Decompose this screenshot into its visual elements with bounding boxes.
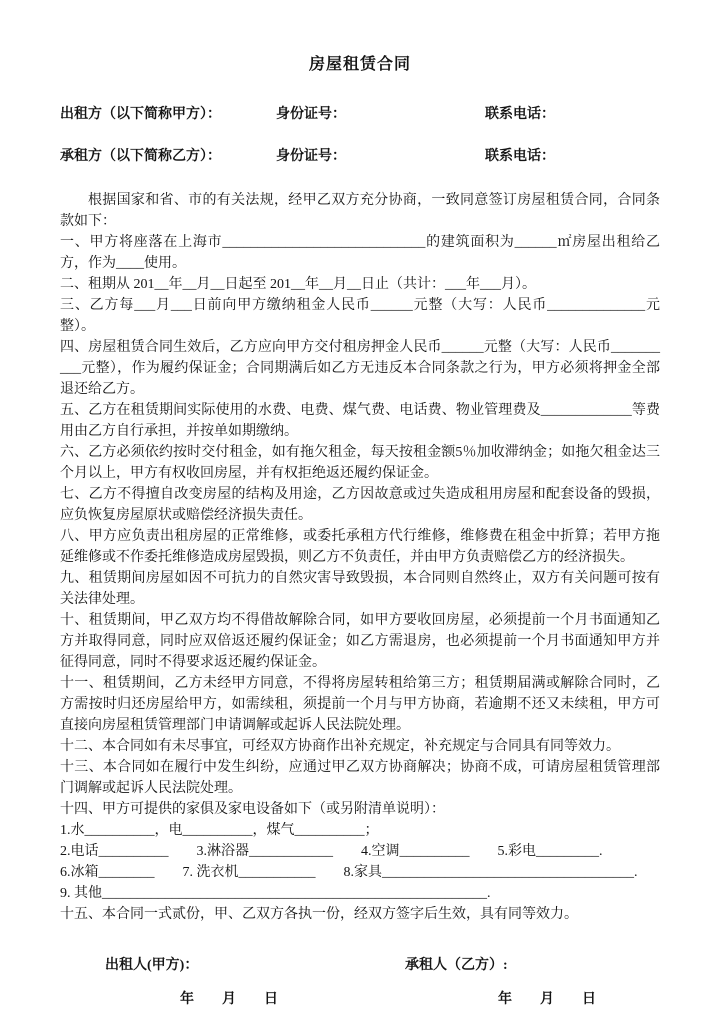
lessee-signature-label: 承租人（乙方）:: [405, 958, 508, 973]
clause-13: 十三、本合同如在履行中发生纠纷，应通过甲乙双方协商解决；协商不成，可请房屋租赁管理部门调解或起诉人民法院处理。: [60, 760, 660, 796]
clause-9: 九、租赁期间房屋如因不可抗力的自然灾害导致毁损，本合同则自然终止，双方有关问题可按有关法律处理。: [60, 571, 660, 607]
clause-5: 五、乙方在租赁期间实际使用的水费、电费、煤气费、电话费、物业管理费及_____________等费用由乙方自行承担，并按单如期缴纳。: [60, 403, 660, 439]
clause-10: 十、租赁期间，甲乙双方均不得借故解除合同，如甲方要收回房屋，必须提前一个月书面通知乙方并取得同意，同时应双倍返还履约保证金；如乙方需退房，也必须提前一个月书面通知甲方并征得同意，同时不得要求返还履约保证金。: [60, 613, 660, 670]
signature-dates-row: [60, 989, 660, 1010]
contract-body: [60, 190, 660, 925]
lessor-id-label: 身份证号：: [276, 107, 346, 122]
lessor-signature-label: 出租人(甲方)：: [105, 958, 199, 973]
appliance-row-2: 2.电话__________ 3.淋浴器____________ 4.空调__________ 5.彩电_________.: [60, 844, 603, 859]
lessee-date-line: 年 月 日: [498, 992, 596, 1007]
clause-1: 一、甲方将座落在上海市_____________________________的建筑面积为______㎡房屋出租给乙方，作为____使用。: [60, 235, 660, 271]
lessor-row: [60, 106, 660, 124]
clause-15: 十五、本合同一式贰份，甲、乙双方各执一份，经双方签字后生效，具有同等效力。: [60, 907, 578, 922]
clause-12: 十二、本合同如有未尽事宜，可经双方协商作出补充规定，补充规定与合同具有同等效力。: [60, 739, 620, 754]
clause-3: 三、乙方每___月___日前向甲方缴纳租金人民币______元整（大写：人民币______________元整）。: [60, 298, 660, 334]
intro-paragraph: 根据国家和省、市的有关法规，经甲乙双方充分协商，一致同意签订房屋租赁合同，合同条款如下：: [60, 193, 660, 229]
lessee-row: [60, 148, 660, 166]
clause-14: 十四、甲方可提供的家俱及家电设备如下（或另附清单说明）：: [60, 802, 445, 817]
appliance-row-3: 6.冰箱________ 7. 洗衣机___________ 8.家具____________________________________.: [60, 865, 638, 880]
lessor-phone-label: 联系电话：: [485, 107, 555, 122]
lessee-phone-label: 联系电话：: [485, 149, 555, 164]
lessee-role-label: 承租方（以下简称乙方）：: [60, 149, 221, 164]
lessor-date-line: 年 月 日: [180, 992, 278, 1007]
clause-11: 十一、租赁期间，乙方未经甲方同意，不得将房屋转租给第三方；租赁期届满或解除合同时，乙方需按时归还房屋给甲方，如需续租，须提前一个月与甲方协商，若逾期不还又未续租，甲方可直接向房屋租赁管理部门申请调解或起诉人民法院处理。: [60, 676, 660, 733]
lessee-id-label: 身份证号：: [276, 149, 346, 164]
signature-labels-row: [60, 955, 660, 976]
appliance-row-4: 9. 其他_______________________________________________________.: [60, 886, 491, 901]
signature-section: [60, 955, 660, 1010]
clause-4: 四、房屋租赁合同生效后，乙方应向甲方交付租房押金人民币______元整（大写：人民币__________元整），作为履约保证金；合同期满后如乙方无违反本合同条款之行为，甲方必须将押金全部退还给乙方。: [60, 340, 660, 397]
parties-section: [60, 106, 660, 166]
contract-title: 房屋租赁合同: [308, 56, 411, 73]
clause-2: 二、租期从 201__年__月__日起至 201__年__月__日止（共计：___年___月）。: [60, 277, 536, 292]
clause-6: 六、乙方必须依约按时交付租金，如有拖欠租金，每天按租金额5％加收滞纳金；如拖欠租金达三个月以上，甲方有权收回房屋，并有权拒绝返还履约保证金。: [60, 445, 660, 481]
clause-8: 八、甲方应负责出租房屋的正常维修，或委托承租方代行维修，维修费在租金中折算；若甲方拖延维修或不作委托维修造成房屋毁损，则乙方不负责任，并由甲方负责赔偿乙方的经济损失。: [60, 529, 660, 565]
appliance-row-1: 1.水__________，电__________，煤气__________；: [60, 823, 379, 838]
clause-7: 七、乙方不得擅自改变房屋的结构及用途，乙方因故意或过失造成租用房屋和配套设备的毁损，应负恢复房屋原状或赔偿经济损失责任。: [60, 487, 660, 523]
lessor-role-label: 出租方（以下简称甲方）：: [60, 107, 221, 122]
